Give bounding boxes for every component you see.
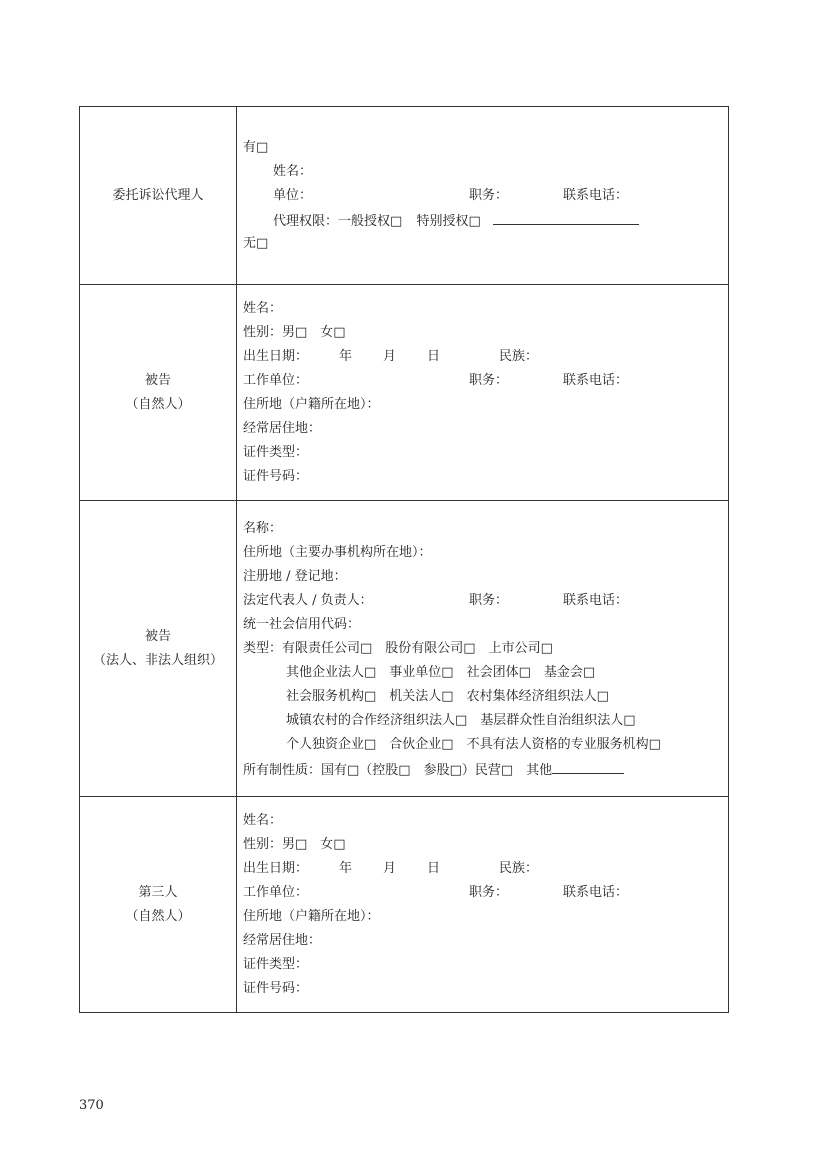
defendant-org-label: 被告 bbox=[144, 628, 171, 644]
third-party-work-unit-field[interactable]: 工作单位： bbox=[243, 884, 309, 900]
defendant-person-gender-checkbox[interactable]: 性别：男□ 女□ bbox=[243, 324, 346, 340]
defendant-person-content bbox=[237, 285, 729, 501]
defendant-org-type-line4[interactable]: 城镇农村的合作经济组织法人□ 基层群众性自治组织法人□ bbox=[286, 712, 636, 728]
defendant-org-content bbox=[237, 501, 729, 797]
agent-phone-field[interactable]: 联系电话： bbox=[563, 187, 629, 203]
third-party-row bbox=[80, 797, 729, 1013]
third-party-ethnicity-field[interactable]: 民族： bbox=[499, 860, 539, 876]
defendant-person-position-field[interactable]: 职务： bbox=[469, 372, 509, 388]
defendant-person-habitual-field[interactable]: 经常居住地： bbox=[243, 420, 322, 436]
third-party-habitual-field[interactable]: 经常居住地： bbox=[243, 932, 322, 948]
defendant-person-row bbox=[80, 285, 729, 501]
defendant-org-ownership-field[interactable]: 所有制性质：国有□（控股□ 参股□）民营□ 其他 bbox=[243, 762, 553, 778]
defendant-person-work-unit-field[interactable]: 工作单位： bbox=[243, 372, 309, 388]
third-party-id-number-field[interactable]: 证件号码： bbox=[243, 980, 309, 996]
defendant-person-label: 被告 bbox=[144, 372, 171, 388]
defendant-person-id-type-field[interactable]: 证件类型： bbox=[243, 444, 309, 460]
third-party-label: 第三人 bbox=[138, 884, 178, 900]
page-number: 370 bbox=[79, 1098, 104, 1113]
defendant-org-representative-field[interactable]: 法定代表人 / 负责人： bbox=[243, 592, 373, 608]
defendant-org-type-line3[interactable]: 社会服务机构□ 机关法人□ 农村集体经济组织法人□ bbox=[286, 688, 609, 704]
agent-position-field[interactable]: 职务： bbox=[469, 187, 509, 203]
defendant-person-ethnicity-field[interactable]: 民族： bbox=[499, 348, 539, 364]
defendant-person-residence-field[interactable]: 住所地（户籍所在地）： bbox=[243, 396, 380, 412]
defendant-person-birth-day: 日 bbox=[427, 348, 441, 364]
agent-special-authority-blank[interactable] bbox=[493, 208, 639, 225]
defendant-person-birth-year: 年 bbox=[339, 348, 353, 364]
form-table bbox=[79, 106, 729, 1013]
defendant-org-credit-code-field[interactable]: 统一社会信用代码： bbox=[243, 616, 361, 632]
third-party-birth-field[interactable]: 出生日期： bbox=[243, 860, 309, 876]
agent-authority-general-checkbox[interactable]: 代理权限：一般授权□ bbox=[273, 213, 403, 229]
third-party-id-type-field[interactable]: 证件类型： bbox=[243, 956, 309, 972]
agent-has-checkbox[interactable]: 有□ bbox=[243, 139, 269, 155]
defendant-person-phone-field[interactable]: 联系电话： bbox=[563, 372, 629, 388]
agent-name-field[interactable]: 姓名： bbox=[273, 163, 313, 179]
defendant-org-row bbox=[80, 501, 729, 797]
defendant-org-residence-field[interactable]: 住所地（主要办事机构所在地）： bbox=[243, 544, 432, 560]
third-party-birth-day: 日 bbox=[427, 860, 441, 876]
defendant-org-sublabel: （法人、非法人组织） bbox=[92, 652, 223, 668]
defendant-org-type-line1[interactable]: 类型：有限责任公司□ 股份有限公司□ 上市公司□ bbox=[243, 640, 553, 656]
third-party-sublabel: （自然人） bbox=[125, 908, 191, 924]
third-party-birth-month: 月 bbox=[383, 860, 397, 876]
defendant-org-name-field[interactable]: 名称： bbox=[243, 520, 283, 536]
defendant-org-position-field[interactable]: 职务： bbox=[469, 592, 509, 608]
third-party-residence-field[interactable]: 住所地（户籍所在地）： bbox=[243, 908, 380, 924]
third-party-position-field[interactable]: 职务： bbox=[469, 884, 509, 900]
third-party-phone-field[interactable]: 联系电话： bbox=[563, 884, 629, 900]
agent-content bbox=[237, 107, 729, 285]
defendant-org-type-line2[interactable]: 其他企业法人□ 事业单位□ 社会团体□ 基金会□ bbox=[286, 664, 596, 680]
defendant-person-id-number-field[interactable]: 证件号码： bbox=[243, 468, 309, 484]
third-party-gender-checkbox[interactable]: 性别：男□ 女□ bbox=[243, 836, 346, 852]
agent-none-checkbox[interactable]: 无□ bbox=[243, 235, 269, 251]
agent-label: 委托诉讼代理人 bbox=[112, 187, 204, 203]
defendant-org-phone-field[interactable]: 联系电话： bbox=[563, 592, 629, 608]
defendant-org-label-cell bbox=[80, 501, 237, 797]
third-party-label-cell bbox=[80, 797, 237, 1013]
defendant-org-registered-field[interactable]: 注册地 / 登记地： bbox=[243, 568, 347, 584]
defendant-org-type-line5[interactable]: 个人独资企业□ 合伙企业□ 不具有法人资格的专业服务机构□ bbox=[286, 736, 661, 752]
agent-row bbox=[80, 107, 729, 285]
agent-label-cell bbox=[80, 107, 237, 285]
defendant-person-birth-month: 月 bbox=[383, 348, 397, 364]
defendant-person-birth-field[interactable]: 出生日期： bbox=[243, 348, 309, 364]
defendant-person-name-field[interactable]: 姓名： bbox=[243, 300, 283, 316]
agent-unit-field[interactable]: 单位： bbox=[273, 187, 313, 203]
defendant-person-label-cell bbox=[80, 285, 237, 501]
defendant-org-ownership-other-blank[interactable] bbox=[552, 757, 624, 774]
third-party-name-field[interactable]: 姓名： bbox=[243, 812, 283, 828]
third-party-birth-year: 年 bbox=[339, 860, 353, 876]
agent-authority-special-checkbox[interactable]: 特别授权□ bbox=[416, 213, 481, 229]
defendant-person-sublabel: （自然人） bbox=[125, 396, 191, 412]
third-party-content bbox=[237, 797, 729, 1013]
